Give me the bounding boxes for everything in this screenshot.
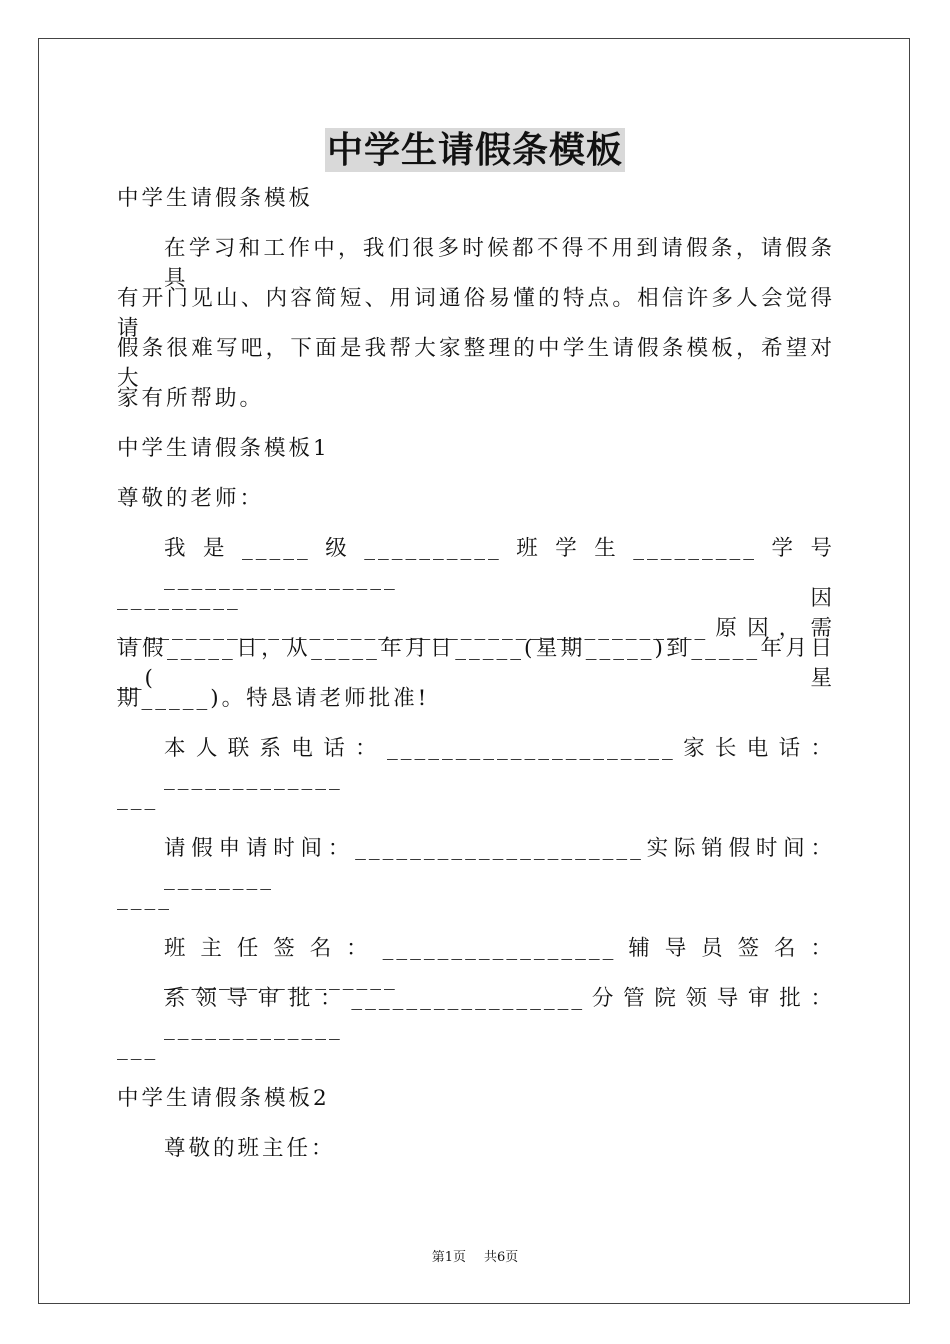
- signature-line: 班主任签名：_________________辅导员签名：_________________: [164, 936, 835, 991]
- salutation-1: 尊敬的老师：: [117, 486, 265, 511]
- contact-line: 本人联系电话：_____________________家长电话：_____________: [164, 736, 835, 791]
- section-heading-2: 中学生请假条模板2: [117, 1086, 330, 1111]
- form-line-3: 请假_____日，从_____年月日_____(星期_____)到_____年月日__(星: [117, 636, 835, 691]
- contact-line-cont: ___: [117, 786, 159, 811]
- intro-line-2: 有开门见山、内容简短、用词通俗易懂的特点。相信许多人会觉得请: [117, 286, 835, 341]
- page-footer: [0, 1246, 950, 1265]
- section-heading-1: 中学生请假条模板1: [117, 436, 330, 461]
- document-title: 中学生请假条模板: [326, 129, 623, 171]
- page-total: 共6页: [484, 1250, 519, 1265]
- form-line-1: 我是_____级__________班学生_________学号_________________: [164, 536, 835, 591]
- page-number: 第1页: [431, 1250, 466, 1265]
- intro-line-4: 家有所帮助。: [117, 386, 265, 411]
- salutation-2: 尊敬的班主任：: [164, 1136, 336, 1161]
- intro-line-3: 假条很难写吧，下面是我帮大家整理的中学生请假条模板，希望对大: [117, 336, 835, 391]
- form-line-4: 期_____)。特恳请老师批准!: [117, 686, 430, 711]
- approval-line-cont: ___: [117, 1036, 159, 1061]
- time-line-cont: ____: [117, 886, 172, 911]
- approval-line: 系领导审批：_________________分管院领导审批：_____________: [164, 986, 835, 1041]
- intro-line-1: 在学习和工作中，我们很多时候都不得不用到请假条，请假条具: [164, 236, 835, 291]
- time-line: 请假申请时间：_____________________实际销假时间：________: [164, 836, 835, 891]
- subtitle-line: 中学生请假条模板: [117, 186, 314, 211]
- title-container: [0, 128, 950, 172]
- form-line-2: _________因___________________________________________原因，需: [117, 586, 835, 641]
